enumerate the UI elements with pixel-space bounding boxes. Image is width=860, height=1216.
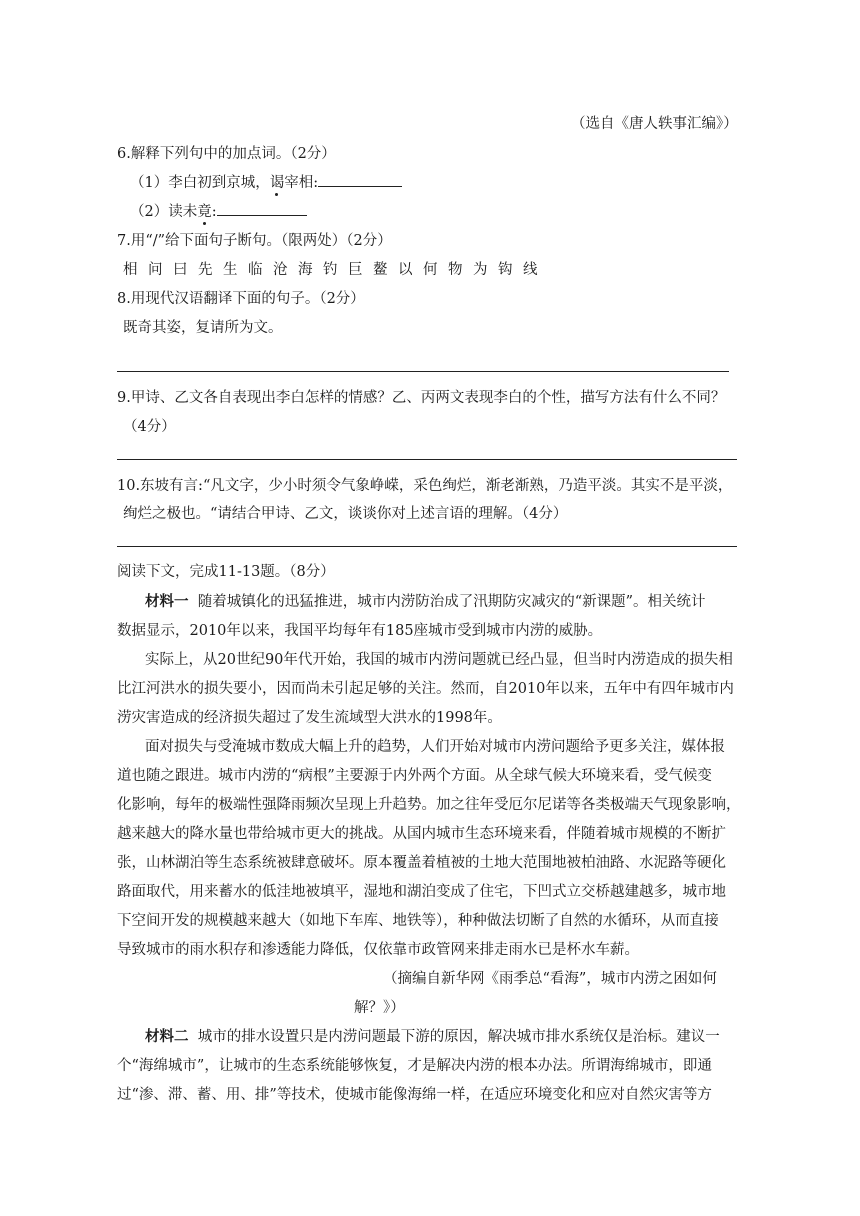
question-6-title: 6.解释下列句中的加点词。（2分）: [117, 146, 336, 162]
material-1-p2-line-2: 比江河洪水的损失要小，因而尚未引起足够的关注。然而，自2010年以来，五年中有四年城市内: [117, 681, 734, 697]
material-1-p1-line-2: 数据显示，2010年以来，我国平均每年有185座城市受到城市内涝的威胁。: [117, 623, 603, 639]
material-1-p3-line-8: 导致城市的雨水积存和渗透能力降低，仅依靠市政管网来排走雨水已是杯水车薪。: [117, 942, 639, 958]
source-citation: （选自《唐人轶事汇编》）: [571, 116, 738, 132]
material-1-p3-line-2: 道也随之跟进。城市内涝的“病根”主要源于内外两个方面。从全球气候大环境来看，受气候变: [117, 768, 712, 784]
material-1-label: 材料一: [145, 593, 189, 610]
q6-item1-answer-blank[interactable]: [318, 172, 402, 187]
question-9-line-1: 9.甲诗、乙文各自表现出李白怎样的情感？乙、丙两文表现李白的个性，描写方法有什么不同？: [117, 390, 726, 406]
question-9-line-2: （4分）: [123, 419, 176, 435]
q6-item1-dotted-word: 谒: [269, 175, 285, 191]
reading-intro: 阅读下文，完成11-13题。（8分）: [117, 564, 335, 580]
material-2-line-2: 个“海绵城市”，让城市的生态系统能够恢复，才是解决内涝的根本办法。所谓海绵城市，即通: [117, 1058, 712, 1074]
question-7-title: 7.用“/”给下面句子断句。（限两处）（2分）: [117, 233, 392, 249]
question-8-sentence: 既奇其姿，复请所为文。: [123, 320, 283, 336]
material-1-p3-line-5: 张，山林湖泊等生态系统被肆意破坏。原本覆盖着植被的土地大范围地被柏油路、水泥路等硬化: [117, 855, 726, 871]
material-1-p2-line-3: 涝灾害造成的经济损失超过了发生流域型大洪水的1998年。: [117, 710, 502, 726]
q6-item1-suffix: 宰相:: [284, 175, 319, 191]
material-1-p1-line-1: 材料一 随着城镇化的迅猛推进，城市内涝防治成了汛期防灾减灾的“新课题”。相关统计: [145, 593, 706, 610]
question-6-item-2: [130, 200, 307, 221]
material-2-label: 材料二: [145, 1028, 189, 1045]
material-1-source-line-1: （摘编自新华网《雨季总“看海”，城市内涝之困如何: [383, 971, 717, 987]
question-8-answer-line[interactable]: [117, 371, 729, 372]
q6-item2-answer-blank[interactable]: [217, 201, 307, 216]
question-6-item-1: [130, 171, 402, 192]
question-7-sentence: 相问曰先生临沧海钓巨鳌以何物为钩线: [123, 262, 548, 278]
material-2-line-3: 过“渗、滞、蓄、用、排”等技术，使城市能像海绵一样，在适应环境变化和应对自然灾害等方: [117, 1087, 712, 1103]
material-2-line-1: 材料二 城市的排水设置只是内涝问题最下游的原因，解决城市排水系统仅是治标。建议一: [145, 1028, 720, 1045]
question-9-answer-line[interactable]: [117, 459, 737, 460]
question-8-title: 8.用现代汉语翻译下面的句子。（2分）: [117, 291, 365, 307]
material-1-p3-line-7: 下空间开发的规模越来越大（如地下车库、地铁等），种种做法切断了自然的水循环，从而直接: [117, 913, 719, 929]
material-1-p3-line-3: 化影响，每年的极端性强降雨频次呈现上升趋势。加之往年受厄尔尼诺等各类极端天气现象影响，: [117, 797, 741, 813]
material-1-p2-line-1: 实际上，从20世纪90年代开始，我国的城市内涝问题就已经凸显，但当时内涝造成的损失相: [145, 652, 733, 668]
material-1-p3-line-4: 越来越大的降水量也带给城市更大的挑战。从国内城市生态环境来看，伴随着城市规模的不断扩: [117, 826, 726, 842]
q6-item2-prefix: （2）读未: [130, 204, 198, 220]
question-10-answer-line[interactable]: [117, 546, 737, 547]
q6-item2-suffix: :: [211, 204, 217, 220]
question-10-line-1: 10.东坡有言:“凡文字，少小时须令气象峥嵘，采色绚烂，渐老渐熟，乃造平淡。其实不是平淡，: [117, 478, 733, 494]
question-10-line-2: 绚烂之极也。“请结合甲诗、乙文，谈谈你对上述言语的理解。（4分）: [123, 506, 568, 522]
material-1-source-line-2: 解？》）: [354, 1000, 405, 1016]
q6-item1-prefix: （1）李白初到京城，: [130, 175, 270, 191]
material-1-p3-line-1: 面对损失与受淹城市数成大幅上升的趋势，人们开始对城市内涝问题给予更多关注，媒体报: [145, 739, 725, 755]
q6-item2-dotted-word: 竟: [197, 204, 212, 220]
material-1-p3-line-6: 路面取代，用来蓄水的低洼地被填平，湿地和湖泊变成了住宅，下凹式立交桥越建越多，城市地: [117, 884, 726, 900]
